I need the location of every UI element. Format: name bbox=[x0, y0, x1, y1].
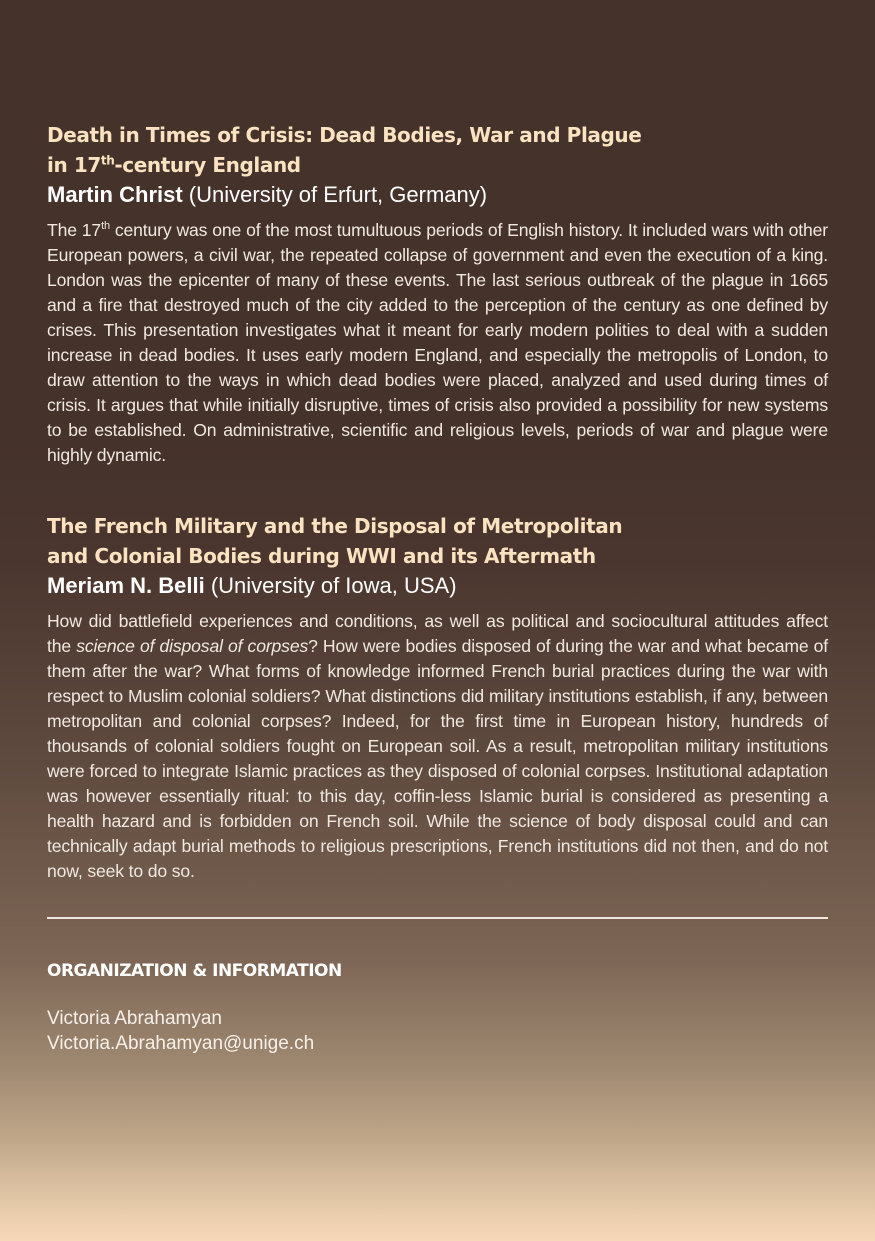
superscript: th bbox=[101, 220, 110, 233]
abstract bbox=[47, 218, 828, 468]
organization-heading: ORGANIZATION & INFORMATION bbox=[47, 961, 342, 981]
abstract-italic: science of disposal of corpses bbox=[76, 636, 309, 656]
organization-section bbox=[47, 961, 828, 1056]
abstract-text: ? How were bodies disposed of during the war and what became of them after the war? What forms of knowledge informed French burial practices during the war with respect to Muslim colonial soldiers? What distinctions did military institutions establish, if any, between metropolitan and colonial corpses? Indeed, for the first time in European history, hundreds of thousands of colonial soldiers fought on European soil. As a result, metropolitan military institutions were forced to integrate Islamic practices as they disposed of colonial corpses. Institutional adaptation was however essentially ritual: to this day, coffin-less Islamic burial is considered as presenting a health hazard and is forbidden on French soil. While the science of body disposal could and can technically adapt burial methods to religious prescriptions, French institutions did not then, and do not now, seek to do so. bbox=[47, 636, 829, 881]
talk-title bbox=[47, 511, 828, 571]
superscript: th bbox=[100, 153, 115, 168]
speaker-name: Martin Christ bbox=[47, 182, 183, 207]
contact-email[interactable]: Victoria.Abrahamyan@unige.ch bbox=[47, 1033, 315, 1054]
document-page bbox=[47, 120, 828, 1056]
contact-name: Victoria Abrahamyan bbox=[47, 1008, 222, 1029]
talk-2 bbox=[47, 511, 828, 884]
abstract bbox=[47, 609, 828, 884]
title-line: and Colonial Bodies during WWI and its Aftermath bbox=[47, 544, 596, 568]
title-line: in 17 bbox=[47, 153, 101, 177]
divider bbox=[47, 917, 828, 919]
title-line: The French Military and the Disposal of Metropolitan bbox=[47, 514, 623, 538]
abstract-text: century was one of the most tumultuous periods of English history. It included wars with other European powers, a civil war, the repeated collapse of government and even the execution of a king. London was the epicenter of many of these events. The last serious outbreak of the plague in 1665 and a fire that destroyed much of the city added to the perception of the century as one defined by crises. This presentation investigates what it meant for early modern polities to deal with a sudden increase in dead bodies. It uses early modern England, and especially the metropolis of London, to draw attention to the ways in which dead bodies were placed, analyzed and used during times of crisis. It argues that while initially disruptive, times of crisis also provided a possibility for new systems to be established. On administrative, scientific and religious levels, periods of war and plague were highly dynamic. bbox=[47, 220, 829, 465]
abstract-text: How did battlefield experiences and conditions, as well as political and sociocultural attitudes affect the bbox=[47, 611, 828, 656]
talk-title bbox=[47, 120, 828, 180]
speaker-affiliation: (University of Iowa, USA) bbox=[204, 573, 457, 598]
speaker-name: Meriam N. Belli bbox=[47, 573, 205, 598]
speaker-affiliation: (University of Erfurt, Germany) bbox=[182, 182, 488, 207]
talk-1 bbox=[47, 120, 828, 468]
title-line: Death in Times of Crisis: Dead Bodies, War and Plague bbox=[47, 123, 642, 147]
abstract-text: The 17 bbox=[47, 220, 102, 240]
speaker bbox=[47, 571, 828, 601]
contact-block bbox=[47, 1006, 828, 1056]
speaker bbox=[47, 180, 828, 210]
title-line: -century England bbox=[114, 153, 301, 177]
